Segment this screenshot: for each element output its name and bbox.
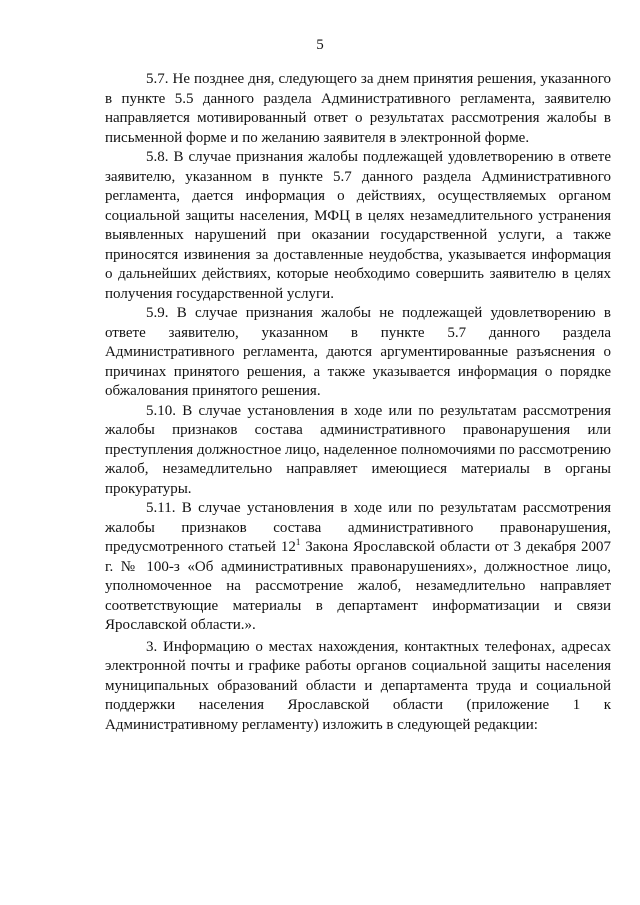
article-superscript: 1: [295, 537, 301, 547]
paragraph-5-11: [105, 499, 611, 636]
paragraph-5-11-text-after: Закона Ярославской области от 3 декабря 2007 г. № 100-з «Об административных правонарушениях», должностное лицо, уполномоченное на рассмотрение жалоб, незамедлительно направляет соответствующие материалы в департамент информатизации и связи Ярославской области.».: [105, 539, 611, 633]
paragraph-5-9: 5.9. В случае признания жалобы не подлежащей удовлетворению в ответе заявителю, указанном в пункте 5.7 данного раздела Административного регламента, даются аргументированные разъяснения о причинах принятого решения, а также указывается информация о порядке обжалования принятого решения.: [105, 305, 611, 399]
paragraph-3: 3. Информацию о местах нахождения, контактных телефонах, адресах электронной почты и графике работы органов социальной защиты населения муниципальных образований области и департамента труда и социальной поддержки населения Ярославской области (приложение 1 к Административному регламенту) изложить в следующей редакции:: [105, 638, 611, 733]
paragraph-5-10: 5.10. В случае установления в ходе или по результатам рассмотрения жалобы признаков состава административного правонарушения или преступления должностное лицо, наделенное полномочиями по рассмотрению жалоб, незамедлительно направляет имеющиеся материалы в органы прокуратуры.: [105, 402, 611, 497]
document-body: [105, 70, 611, 735]
paragraph-5-7: 5.7. Не позднее дня, следующего за днем принятия решения, указанного в пункте 5.5 данного раздела Административного регламента, заявителю направляется мотивированный ответ о результатах рассмотрения жалобы в письменной форме и по желанию заявителя в электронной форме.: [105, 71, 611, 146]
page-number: 5: [316, 37, 324, 53]
paragraph-5-11-text-before: 5.11. В случае установления в ходе или по результатам рассмотрения жалобы признаков состава административного правонарушения, предусмотренного статьей 12: [105, 500, 611, 555]
paragraph-5-8: 5.8. В случае признания жалобы подлежащей удовлетворению в ответе заявителю, указанном в пункте 5.7 данного раздела Административного регламента, дается информация о действиях, осуществляемых органом социальной защиты населения, МФЦ в целях незамедлительного устранения выявленных нарушений при оказании государственной услуги, а также приносятся извинения за доставленные неудобства, указывается информация о дальнейших действиях, которые необходимо совершить заявителю в целях получения государственной услуги.: [105, 149, 611, 302]
